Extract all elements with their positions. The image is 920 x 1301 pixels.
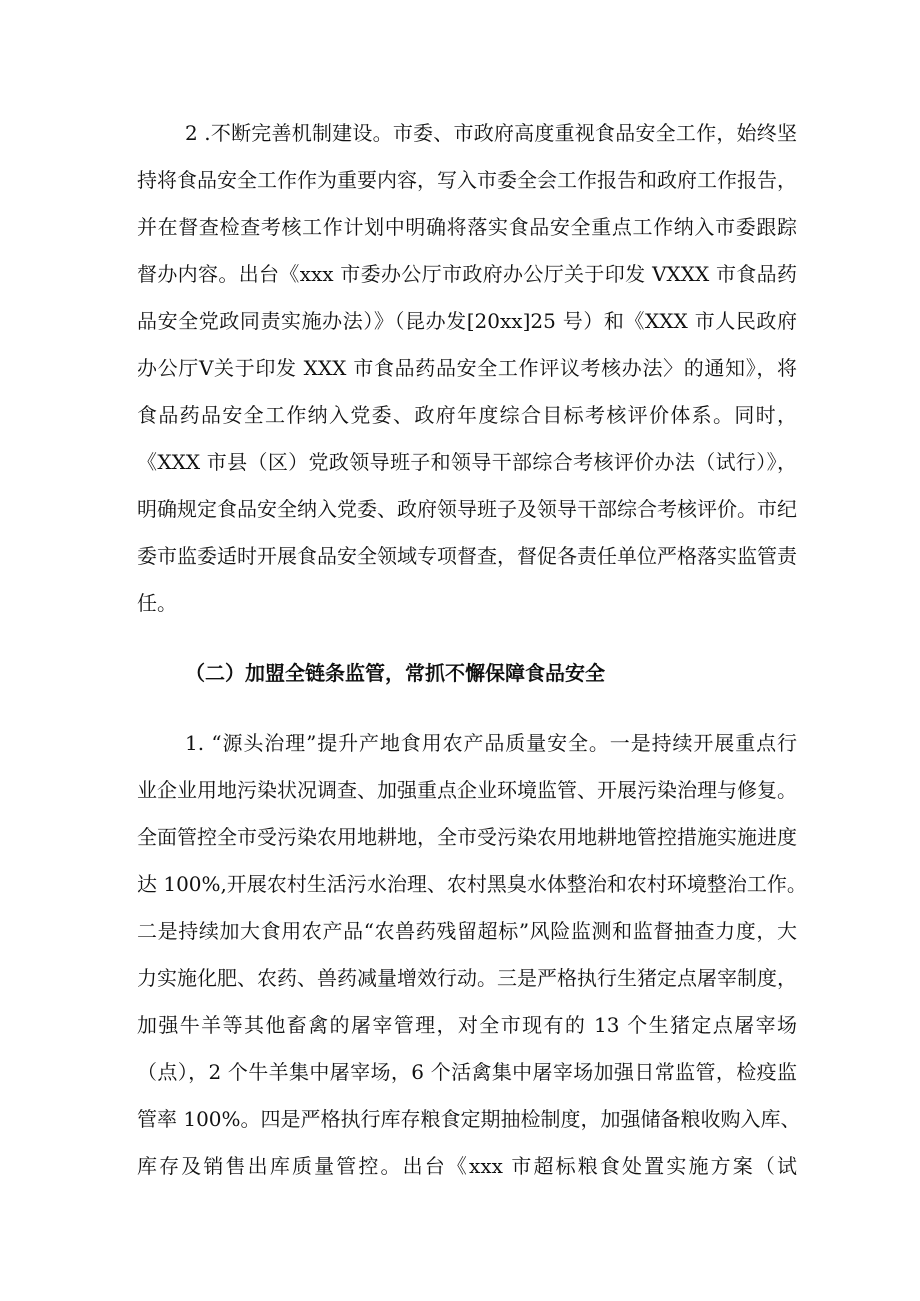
paragraph-line: 食品药品安全工作纳入党委、政府年度综合目标考核评价体系。同时，: [137, 403, 797, 427]
paragraph-line: 二是持续加大食用农产品“农兽药残留超标”风险监测和监督抽查力度，大: [137, 919, 797, 943]
paragraph-line: 全面管控全市受污染农用地耕地，全市受污染农用地耕地管控措施实施进度: [137, 825, 797, 849]
paragraph-line: 并在督查检查考核工作计划中明确将落实食品安全重点工作纳入市委跟踪: [137, 215, 797, 239]
paragraph-line: 明确规定食品安全纳入党委、政府领导班子及领导干部综合考核评价。市纪: [137, 497, 797, 521]
paragraph-line: 督办内容。出台《xxx 市委办公厅市政府办公厅关于印发 VXXX 市食品药: [137, 262, 797, 286]
paragraph-line: 库存及销售出库质量管控。出台《xxx 市超标粮食处置实施方案（试: [137, 1154, 797, 1178]
paragraph-line: 力实施化肥、农药、兽药减量增效行动。三是严格执行生猪定点屠宰制度，: [137, 966, 797, 990]
paragraph-line: 办公厅Ⅴ关于印发 XXX 市食品药品安全工作评议考核办法〉的通知》，将: [137, 356, 797, 380]
paragraph-line: 业企业用地污染状况调查、加强重点企业环境监管、开展污染治理与修复。: [137, 778, 797, 802]
paragraph-line: （点），2 个牛羊集中屠宰场，6 个活禽集中屠宰场加强日常监管，检疫监: [137, 1060, 797, 1084]
paragraph-line: 管率 100%。四是严格执行库存粮食定期抽检制度，加强储备粮收购入库、: [137, 1107, 801, 1131]
paragraph-line: 1. “源头治理”提升产地食用农产品质量安全。一是持续开展重点行: [185, 731, 797, 755]
paragraph-line: 达 100%,开展农村生活污水治理、农村黑臭水体整治和农村环境整治工作。: [137, 872, 807, 896]
section-heading: （二）加盟全链条监管，常抓不懈保障食品安全: [185, 661, 605, 685]
paragraph-line: 2 .不断完善机制建设。市委、市政府高度重视食品安全工作，始终坚: [185, 121, 797, 145]
paragraph-line: 委市监委适时开展食品安全领域专项督查，督促各责任单位严格落实监管责: [137, 544, 797, 568]
paragraph-line: 任。: [137, 591, 177, 615]
paragraph-line: 加强牛羊等其他畜禽的屠宰管理，对全市现有的 13 个生猪定点屠宰场: [137, 1013, 797, 1037]
paragraph-line: 品安全党政同责实施办法）》（昆办发[20xx]25 号）和《XXX 市人民政府: [137, 309, 797, 333]
paragraph-line: 《XXX 市县（区）党政领导班子和领导干部综合考核评价办法（试行）》，: [137, 450, 797, 474]
paragraph-line: 持将食品安全工作作为重要内容，写入市委全会工作报告和政府工作报告，: [137, 168, 797, 192]
